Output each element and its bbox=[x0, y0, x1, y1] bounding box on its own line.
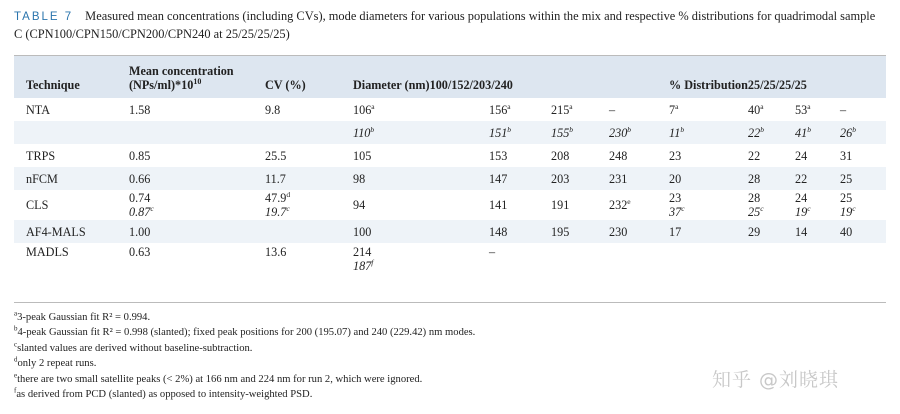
cell-tech bbox=[14, 190, 117, 220]
cell-p2 bbox=[736, 144, 783, 167]
cell-d1 bbox=[341, 144, 477, 167]
value-text: NTA bbox=[26, 102, 51, 117]
cell-value bbox=[489, 103, 511, 117]
value-text: 100 bbox=[353, 224, 372, 239]
footnote-text: as derived from PCD (slanted) as opposed to intensity-weighted PSD. bbox=[16, 389, 313, 401]
header-concentration bbox=[117, 56, 253, 98]
value-text: 31 bbox=[840, 148, 853, 163]
cell-tech bbox=[14, 220, 117, 243]
value-text: 153 bbox=[489, 148, 508, 163]
footnote-mark: e bbox=[14, 371, 18, 380]
value-text: 156 bbox=[489, 102, 508, 117]
cell-value bbox=[748, 205, 777, 219]
table-label: TABLE 7 bbox=[14, 11, 74, 23]
cell-value bbox=[26, 149, 55, 163]
header-cv: CV (%) bbox=[265, 78, 306, 92]
cell-value bbox=[265, 205, 335, 219]
value-text: 19.7 bbox=[265, 205, 287, 219]
cell-d4 bbox=[597, 121, 657, 144]
cell-value bbox=[26, 245, 69, 259]
value-text: 98 bbox=[353, 171, 366, 186]
value-text: 203 bbox=[551, 171, 570, 186]
value-text: 248 bbox=[609, 148, 628, 163]
cell-value bbox=[609, 225, 627, 239]
header-conc-exponent: 10 bbox=[193, 76, 202, 86]
value-text: 25.5 bbox=[265, 148, 287, 163]
cell-p4 bbox=[828, 220, 886, 243]
cell-value bbox=[129, 225, 150, 239]
caption-text: Measured mean concentrations (including CVs), mode diameters for various populations within the mix and respective % distributions for quadrimodal sample C (CPN100/CPN150/CPN200/CPN240 at 25/25/25/25) bbox=[14, 9, 876, 41]
cell-p1 bbox=[657, 121, 736, 144]
cell-p3 bbox=[783, 121, 828, 144]
value-text: 231 bbox=[609, 171, 628, 186]
watermark-text: 知乎 @刘晓琪 bbox=[712, 369, 840, 391]
value-text: 151 bbox=[489, 125, 508, 140]
cell-p2 bbox=[736, 121, 783, 144]
cell-d1 bbox=[341, 243, 477, 281]
cell-conc bbox=[117, 121, 253, 144]
cell-cv bbox=[253, 190, 341, 220]
cell-value bbox=[129, 205, 247, 219]
cell-value bbox=[353, 103, 375, 117]
cell-d3 bbox=[539, 220, 597, 243]
cell-value bbox=[748, 149, 760, 163]
cell-tech bbox=[14, 167, 117, 190]
cell-value bbox=[669, 191, 681, 205]
table-row bbox=[14, 220, 886, 243]
footnote-marker: c bbox=[807, 203, 811, 213]
cell-d1 bbox=[341, 98, 477, 121]
cell-d1 bbox=[341, 121, 477, 144]
cell-value bbox=[840, 191, 852, 205]
footnote-marker: a bbox=[807, 101, 811, 111]
value-text: nFCM bbox=[26, 171, 58, 186]
cell-value bbox=[129, 172, 150, 186]
cell-p4 bbox=[828, 98, 886, 121]
cell-p1 bbox=[657, 167, 736, 190]
value-text: 25 bbox=[748, 205, 761, 219]
footnote bbox=[14, 310, 714, 325]
data-table-wrapper bbox=[14, 56, 886, 281]
cell-value bbox=[129, 191, 150, 205]
cell-value bbox=[353, 225, 371, 239]
cell-value bbox=[669, 225, 681, 239]
footnote-text: slanted values are derived without baseline-subtraction. bbox=[17, 342, 253, 354]
value-text: 0.74 bbox=[129, 191, 151, 205]
cell-p1 bbox=[657, 144, 736, 167]
cell-value bbox=[353, 259, 471, 273]
cell-value bbox=[26, 172, 58, 186]
cell-value bbox=[748, 103, 764, 117]
footnote bbox=[14, 325, 714, 340]
cell-value bbox=[795, 172, 807, 186]
value-text: 147 bbox=[489, 171, 508, 186]
value-text: – bbox=[840, 102, 847, 117]
value-text: 28 bbox=[748, 171, 761, 186]
footnote-text: only 2 repeat runs. bbox=[17, 358, 97, 370]
cell-d2 bbox=[477, 121, 539, 144]
footnote-marker: e bbox=[627, 196, 631, 206]
cell-value bbox=[840, 225, 852, 239]
value-text: 141 bbox=[489, 198, 508, 212]
cell-value bbox=[489, 172, 507, 186]
cell-value bbox=[26, 225, 86, 239]
cell-cv bbox=[253, 167, 341, 190]
cell-value bbox=[840, 172, 852, 186]
cell-p1 bbox=[657, 190, 736, 220]
value-text: CLS bbox=[26, 198, 49, 212]
footnote-mark: b bbox=[14, 324, 18, 333]
value-text: 110 bbox=[353, 125, 371, 140]
value-text: 0.66 bbox=[129, 171, 151, 186]
value-text: 191 bbox=[551, 198, 570, 212]
cell-value bbox=[551, 149, 569, 163]
footnote-mark: d bbox=[14, 355, 18, 364]
value-text: 25 bbox=[840, 191, 853, 205]
data-table bbox=[14, 56, 886, 281]
value-text: – bbox=[489, 245, 496, 259]
cell-conc bbox=[117, 220, 253, 243]
footnote-marker: a bbox=[675, 101, 679, 111]
footnote bbox=[14, 372, 714, 387]
value-text: 23 bbox=[669, 191, 682, 205]
cell-conc bbox=[117, 167, 253, 190]
value-text: 40 bbox=[840, 224, 853, 239]
cell-d4 bbox=[597, 243, 657, 281]
cell-value bbox=[795, 225, 807, 239]
footnote-marker: b bbox=[569, 124, 574, 134]
value-text: 22 bbox=[748, 148, 761, 163]
cell-d2 bbox=[477, 190, 539, 220]
header-conc-line2: (NPs/ml)*10 bbox=[129, 78, 194, 92]
cell-value bbox=[840, 205, 880, 219]
cell-cv bbox=[253, 98, 341, 121]
cell-p3 bbox=[783, 243, 828, 281]
footnote-marker: a bbox=[507, 101, 511, 111]
cell-tech bbox=[14, 98, 117, 121]
cell-value bbox=[669, 103, 678, 117]
cell-cv bbox=[253, 121, 341, 144]
value-text: 13.6 bbox=[265, 245, 287, 259]
cell-d1 bbox=[341, 220, 477, 243]
value-text: 28 bbox=[748, 191, 761, 205]
footnote-text: 3-peak Gaussian fit R² = 0.994. bbox=[17, 312, 151, 323]
footnote-marker: c bbox=[760, 203, 764, 213]
header-conc-line1: Mean concentration bbox=[129, 64, 234, 78]
value-text: 9.8 bbox=[265, 102, 281, 117]
cell-p1 bbox=[657, 220, 736, 243]
cell-value bbox=[489, 149, 507, 163]
cell-d2 bbox=[477, 243, 539, 281]
cell-value bbox=[551, 198, 569, 212]
table-row bbox=[14, 190, 886, 220]
value-text: 1.58 bbox=[129, 102, 151, 117]
cell-value bbox=[795, 126, 822, 140]
cell-value bbox=[795, 205, 822, 219]
cell-d1 bbox=[341, 190, 477, 220]
footnote-marker: b bbox=[807, 124, 811, 134]
cell-value bbox=[669, 126, 730, 140]
header-diameter: Diameter (nm)100/152/203/240 bbox=[353, 78, 513, 92]
cell-value bbox=[551, 172, 569, 186]
value-text: 23 bbox=[669, 148, 682, 163]
footnote-marker: b bbox=[680, 124, 685, 134]
cell-value bbox=[129, 245, 150, 259]
footnote bbox=[14, 341, 714, 356]
cell-d4 bbox=[597, 144, 657, 167]
cell-value bbox=[840, 126, 880, 140]
cell-value bbox=[669, 149, 681, 163]
cell-value bbox=[129, 103, 150, 117]
value-text: 0.63 bbox=[129, 245, 151, 259]
footnote-marker: d bbox=[286, 189, 291, 199]
cell-value bbox=[265, 172, 286, 186]
bottom-rule bbox=[14, 302, 886, 303]
footnote-marker: b bbox=[627, 124, 632, 134]
value-text: 230 bbox=[609, 125, 628, 140]
value-text: 230 bbox=[609, 224, 628, 239]
cell-d2 bbox=[477, 220, 539, 243]
cell-value bbox=[748, 126, 777, 140]
cell-p3 bbox=[783, 98, 828, 121]
cell-p2 bbox=[736, 220, 783, 243]
cell-d3 bbox=[539, 190, 597, 220]
footnote-marker: b bbox=[760, 124, 764, 134]
footnote-marker: a bbox=[371, 101, 375, 111]
cell-d4 bbox=[597, 167, 657, 190]
cell-value bbox=[265, 103, 280, 117]
value-text: 40 bbox=[748, 102, 761, 117]
cell-p1 bbox=[657, 243, 736, 281]
value-text: 94 bbox=[353, 198, 366, 212]
cell-tech bbox=[14, 121, 117, 144]
cell-value bbox=[609, 103, 615, 117]
value-text: 105 bbox=[353, 148, 372, 163]
cell-value bbox=[129, 149, 150, 163]
cell-d3 bbox=[539, 98, 597, 121]
cell-value bbox=[26, 103, 50, 117]
cell-p4 bbox=[828, 243, 886, 281]
value-text: 232 bbox=[609, 198, 628, 212]
value-text: 41 bbox=[795, 125, 808, 140]
cell-value bbox=[353, 126, 471, 140]
footnote-marker: c bbox=[681, 203, 685, 213]
value-text: 20 bbox=[669, 171, 682, 186]
footnote bbox=[14, 356, 714, 371]
value-text: 47.9 bbox=[265, 191, 287, 205]
cell-d4 bbox=[597, 220, 657, 243]
value-text: MADLS bbox=[26, 245, 69, 259]
cell-p2 bbox=[736, 190, 783, 220]
cell-value bbox=[795, 191, 807, 205]
cell-value bbox=[840, 149, 852, 163]
cell-value bbox=[551, 225, 569, 239]
footnote-marker: c bbox=[286, 203, 290, 213]
value-text: 155 bbox=[551, 125, 570, 140]
cell-d4 bbox=[597, 98, 657, 121]
cell-p1 bbox=[657, 98, 736, 121]
value-text: 24 bbox=[795, 191, 808, 205]
footnote-marker: b bbox=[370, 124, 375, 134]
cell-d1 bbox=[341, 167, 477, 190]
footnote-marker: c bbox=[852, 203, 856, 213]
cell-cv bbox=[253, 144, 341, 167]
cell-value bbox=[265, 245, 286, 259]
value-text: – bbox=[609, 102, 616, 117]
value-text: 1.00 bbox=[129, 224, 151, 239]
value-text: 22 bbox=[795, 171, 808, 186]
footnotes bbox=[14, 310, 714, 402]
cell-p2 bbox=[736, 98, 783, 121]
value-text: 37 bbox=[669, 205, 682, 219]
cell-conc bbox=[117, 190, 253, 220]
value-text: 17 bbox=[669, 224, 682, 239]
cell-d3 bbox=[539, 121, 597, 144]
footnote-mark: f bbox=[14, 386, 17, 395]
cell-p3 bbox=[783, 167, 828, 190]
value-text: 26 bbox=[840, 125, 853, 140]
value-text: TRPS bbox=[26, 148, 56, 163]
footnote-text: there are two small satellite peaks (< 2%) at 166 nm and 224 nm for run 2, which were ignored. bbox=[17, 373, 423, 385]
cell-value bbox=[353, 172, 365, 186]
value-text: 11 bbox=[669, 125, 681, 140]
footnote-marker: a bbox=[760, 101, 764, 111]
value-text: 215 bbox=[551, 102, 570, 117]
cell-d2 bbox=[477, 98, 539, 121]
cell-p4 bbox=[828, 167, 886, 190]
cell-p3 bbox=[783, 190, 828, 220]
cell-value bbox=[609, 172, 627, 186]
cell-conc bbox=[117, 98, 253, 121]
value-text: 195 bbox=[551, 224, 570, 239]
header-technique: Technique bbox=[26, 78, 80, 92]
cell-tech bbox=[14, 243, 117, 281]
value-text: 14 bbox=[795, 224, 808, 239]
cell-value bbox=[609, 198, 631, 212]
cell-value bbox=[265, 149, 286, 163]
table-header-row bbox=[14, 56, 886, 98]
cell-value bbox=[748, 172, 760, 186]
value-text: 24 bbox=[795, 148, 808, 163]
cell-d3 bbox=[539, 243, 597, 281]
value-text: 0.85 bbox=[129, 148, 151, 163]
footnote-marker: f bbox=[371, 257, 374, 267]
cell-p3 bbox=[783, 220, 828, 243]
value-text: 0.87 bbox=[129, 205, 151, 219]
value-text: 22 bbox=[748, 125, 761, 140]
cell-value bbox=[489, 225, 507, 239]
cell-value bbox=[840, 103, 846, 117]
footnote-text: 4-peak Gaussian fit R² = 0.998 (slanted); fixed peak positions for 200 (195.07) and 240 (229.42) nm modes. bbox=[17, 327, 476, 339]
cell-conc bbox=[117, 144, 253, 167]
value-text: 187 bbox=[353, 259, 372, 273]
cell-d2 bbox=[477, 167, 539, 190]
value-text: 148 bbox=[489, 224, 508, 239]
value-text: 208 bbox=[551, 148, 570, 163]
cell-value bbox=[748, 225, 760, 239]
value-text: 25 bbox=[840, 171, 853, 186]
table-body bbox=[14, 98, 886, 281]
value-text: 11.7 bbox=[265, 171, 286, 186]
value-text: 19 bbox=[840, 205, 853, 219]
cell-value bbox=[489, 198, 507, 212]
value-text: 19 bbox=[795, 205, 808, 219]
cell-value bbox=[489, 126, 533, 140]
cell-value bbox=[551, 103, 573, 117]
footnote-marker: a bbox=[569, 101, 573, 111]
cell-d4 bbox=[597, 190, 657, 220]
cell-value bbox=[795, 103, 811, 117]
table-row bbox=[14, 144, 886, 167]
cell-p2 bbox=[736, 167, 783, 190]
cell-value bbox=[26, 198, 48, 212]
cell-value bbox=[669, 172, 681, 186]
cell-p2 bbox=[736, 243, 783, 281]
cell-value bbox=[609, 126, 651, 140]
cell-value bbox=[489, 245, 495, 259]
footnote-marker: b bbox=[507, 124, 512, 134]
cell-cv bbox=[253, 243, 341, 281]
cell-value bbox=[795, 149, 807, 163]
cell-d3 bbox=[539, 167, 597, 190]
cell-value bbox=[353, 245, 371, 259]
cell-tech bbox=[14, 144, 117, 167]
cell-p4 bbox=[828, 144, 886, 167]
table-row bbox=[14, 121, 886, 144]
cell-p4 bbox=[828, 190, 886, 220]
cell-conc bbox=[117, 243, 253, 281]
cell-d2 bbox=[477, 144, 539, 167]
value-text: 7 bbox=[669, 102, 676, 117]
value-text: 214 bbox=[353, 245, 372, 259]
cell-value bbox=[265, 191, 290, 205]
cell-value bbox=[748, 191, 760, 205]
table-row bbox=[14, 98, 886, 121]
value-text: AF4-MALS bbox=[26, 224, 86, 239]
cell-p3 bbox=[783, 144, 828, 167]
table-row bbox=[14, 167, 886, 190]
value-text: 53 bbox=[795, 102, 808, 117]
footnote-marker: c bbox=[150, 203, 154, 213]
cell-p4 bbox=[828, 121, 886, 144]
cell-value bbox=[353, 149, 371, 163]
header-distribution: % Distribution25/25/25/25 bbox=[669, 78, 807, 92]
cell-cv bbox=[253, 220, 341, 243]
cell-value bbox=[551, 126, 591, 140]
table-row bbox=[14, 243, 886, 281]
footnote-marker: b bbox=[852, 124, 856, 134]
cell-d3 bbox=[539, 144, 597, 167]
table-caption bbox=[14, 8, 886, 43]
cell-value bbox=[353, 198, 365, 212]
footnote-mark: c bbox=[14, 340, 18, 349]
value-text: 29 bbox=[748, 224, 761, 239]
footnote bbox=[14, 387, 714, 402]
cell-value bbox=[609, 149, 627, 163]
value-text: 106 bbox=[353, 102, 372, 117]
cell-value bbox=[669, 205, 730, 219]
footnote-mark: a bbox=[14, 309, 18, 318]
